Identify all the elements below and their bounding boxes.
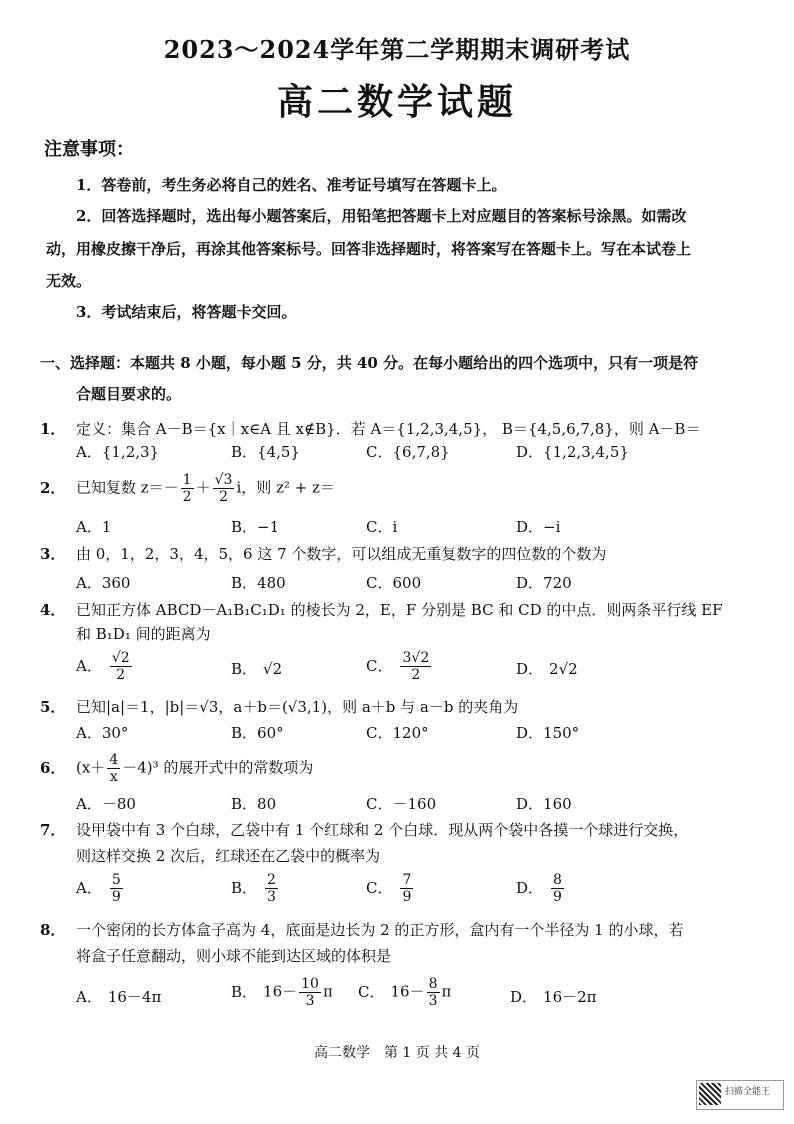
- scanner-watermark: [696, 1080, 784, 1110]
- fraction: [213, 472, 235, 505]
- question-text: 已知|a|＝1，|b|＝√3，a＋b＝(√3,1)，则 a＋b 与 a－b 的夹角为: [76, 698, 519, 716]
- notice-item-2-line2: 动，用橡皮擦干净后，再涂其他答案标号。回答非选择题时，将答案写在答题卡上。写在本试卷上: [46, 240, 692, 258]
- option-a[interactable]: A．－80: [76, 795, 136, 813]
- option-d[interactable]: D．720: [516, 574, 572, 592]
- question-8: [40, 918, 760, 942]
- fraction: [107, 752, 120, 785]
- fraction-num: 2: [267, 872, 276, 888]
- question-number: 5．: [40, 698, 66, 716]
- option-c[interactable]: [366, 872, 415, 905]
- question-text: 已知正方体 ABCD－A₁B₁C₁D₁ 的棱长为 2，E，F 分别是 BC 和 CD 的中点．则两条平行线 EF: [76, 601, 723, 619]
- fraction-den: 9: [553, 889, 562, 905]
- option-b[interactable]: B．{4,5}: [231, 443, 300, 461]
- question-number: 8．: [40, 921, 66, 939]
- option-value: 16－4π: [107, 988, 162, 1006]
- option-letter: D．: [516, 878, 544, 897]
- option-a[interactable]: A．30°: [76, 724, 129, 742]
- option-c[interactable]: C．－160: [366, 795, 437, 813]
- option-a[interactable]: [76, 986, 161, 1007]
- question-number: 6．: [40, 758, 66, 777]
- question-text-pre: 已知复数 z＝－: [76, 478, 179, 497]
- fraction-num: 3√2: [402, 650, 430, 666]
- fraction-num: √3: [214, 472, 233, 488]
- option-b[interactable]: B．80: [231, 795, 277, 813]
- notice-item-1: 1．答卷前，考生务必将自己的姓名、准考证号填写在答题卡上。: [76, 176, 507, 194]
- option-b[interactable]: [231, 872, 280, 905]
- fraction: [400, 872, 413, 905]
- question-number: 7．: [40, 821, 66, 839]
- exam-title-line1: 2023～2024学年第二学期期末调研考试: [163, 35, 631, 64]
- option-letter: C．: [366, 656, 393, 675]
- question-5-options: [76, 722, 756, 746]
- option-letter: C．: [366, 878, 393, 897]
- fraction-num: 10: [301, 976, 319, 992]
- option-b[interactable]: B．−1: [231, 518, 280, 536]
- question-number: 1．: [40, 420, 66, 438]
- question-6-options: [76, 793, 756, 817]
- option-c[interactable]: C．i: [366, 518, 398, 536]
- option-a[interactable]: A．1: [76, 518, 112, 536]
- question-text: 由 0，1，2，3，4，5，6 这 7 个数字，可以组成无重复数字的四位数的个数为: [76, 545, 607, 563]
- option-letter: B．: [231, 660, 258, 678]
- fraction-den: 3: [428, 993, 438, 1009]
- option-letter: C．: [358, 982, 385, 1001]
- option-value: 16－: [263, 982, 298, 1001]
- qr-code-icon: [699, 1083, 721, 1105]
- question-7: [40, 818, 760, 842]
- option-a[interactable]: [76, 650, 134, 683]
- question-text-pre: (x＋: [76, 758, 106, 777]
- option-letter: B．: [231, 878, 258, 897]
- option-c[interactable]: [358, 976, 451, 1009]
- notice-heading: 注意事项：: [44, 139, 134, 160]
- option-d[interactable]: [516, 872, 566, 905]
- page-footer: 高二数学 第 1 页 共 4 页: [313, 1045, 481, 1061]
- question-8-options: [76, 976, 756, 1016]
- option-c[interactable]: C．{6,7,8}: [366, 443, 450, 461]
- section-heading-line1: 一、选择题：本题共 8 小题，每小题 5 分，共 40 分。在每小题给出的四个选项中，只有一项是符: [40, 354, 699, 372]
- fraction-den: 2: [182, 489, 192, 505]
- fraction: [299, 976, 321, 1009]
- question-5: [40, 695, 760, 719]
- fraction-den: 9: [402, 889, 412, 905]
- fraction-num: 5: [111, 872, 121, 888]
- fraction: [400, 650, 431, 683]
- option-a[interactable]: A．360: [76, 574, 131, 592]
- option-c[interactable]: [366, 650, 433, 683]
- option-value: 16－2π: [543, 988, 597, 1006]
- fraction: [551, 872, 564, 905]
- question-1-options: [76, 441, 756, 465]
- option-letter: D．: [516, 660, 544, 678]
- fraction-den: 9: [111, 889, 121, 905]
- option-value: 16－: [390, 982, 425, 1001]
- question-number: 3．: [40, 545, 66, 563]
- option-b[interactable]: [231, 976, 333, 1009]
- question-2: 2． 已知复数 z＝－ $\frac{1}{2}$ ＋ $\frac{√3}{2}$ i，则 z² + z＝: [40, 472, 335, 505]
- option-letter: D．: [510, 988, 538, 1006]
- option-suffix: π: [441, 982, 452, 1001]
- question-text: 定义：集合 A－B＝{x｜x∈A 且 x∉B}．若 A＝{1,2,3,4,5}， B＝{4,5,6,7,8}，则 A－B＝: [76, 420, 701, 438]
- question-6: [40, 752, 760, 785]
- question-4-line2: 和 B₁D₁ 间的距离为: [76, 625, 211, 643]
- fraction-num: √2: [111, 650, 130, 666]
- fraction-num: 7: [402, 872, 412, 888]
- fraction-num: 8: [553, 872, 562, 888]
- exam-title-subject: 高二数学试题: [276, 81, 517, 123]
- fraction: [110, 650, 132, 683]
- notice-item-2-line1: 2．回答选择题时，选出每小题答案后，用铅笔把答题卡上对应题目的答案标号涂黑。如需改: [76, 207, 687, 225]
- option-d[interactable]: D．{1,2,3,4,5}: [516, 443, 629, 461]
- option-letter: A．: [76, 988, 102, 1006]
- option-b[interactable]: B．480: [231, 574, 286, 592]
- question-text: 一个密闭的长方体盒子高为 4，底面是边长为 2 的正方形，盒内有一个半径为 1 的小球，若: [76, 921, 684, 939]
- fraction-den: 2: [219, 489, 228, 505]
- question-4-options: [76, 648, 756, 688]
- fraction: [110, 872, 123, 905]
- fraction-den: 2: [411, 667, 421, 683]
- question-number: 4．: [40, 601, 66, 619]
- option-a[interactable]: A．{1,2,3}: [76, 443, 160, 461]
- question-8-line2: 将盒子任意翻动，则小球不能到达区域的体积是: [76, 947, 392, 965]
- notice-item-2-line3: 无效。: [46, 272, 92, 290]
- question-text: 设甲袋中有 3 个白球，乙袋中有 1 个红球和 2 个白球．现从两个袋中各摸一个球进行交换，: [76, 821, 689, 839]
- option-letter: A．: [76, 656, 102, 675]
- notice-item-3: 3．考试结束后，将答题卡交回。: [76, 303, 297, 321]
- fraction-den: 2: [116, 667, 126, 683]
- option-value: √2: [263, 660, 283, 678]
- question-4: [40, 598, 760, 622]
- fraction-den: 3: [305, 993, 315, 1009]
- option-letter: A．: [76, 878, 102, 897]
- fraction: [427, 976, 440, 1009]
- option-c[interactable]: C．600: [366, 574, 422, 592]
- option-b[interactable]: B．60°: [231, 724, 284, 742]
- option-a[interactable]: [76, 872, 125, 905]
- question-3-options: [76, 572, 756, 596]
- section-heading-line2: 合题目要求的。: [76, 385, 182, 403]
- option-c[interactable]: C．120°: [366, 724, 429, 742]
- question-3: [40, 542, 760, 566]
- question-1: [40, 417, 760, 441]
- option-suffix: π: [322, 982, 333, 1001]
- option-d[interactable]: [510, 986, 597, 1007]
- question-7-options: [76, 872, 756, 912]
- fraction: [265, 872, 278, 905]
- fraction-den: 3: [267, 889, 276, 905]
- option-d[interactable]: D．−i: [516, 518, 561, 536]
- option-d[interactable]: D．150°: [516, 724, 580, 742]
- option-d[interactable]: D．160: [516, 795, 572, 813]
- question-number: 2．: [40, 478, 66, 497]
- question-text-post: －4)³ 的展开式中的常数项为: [122, 758, 314, 777]
- option-d[interactable]: [516, 658, 578, 679]
- question-2-options: [76, 516, 756, 540]
- fraction-num: 4: [109, 752, 119, 768]
- fraction-num: 8: [428, 976, 438, 992]
- option-letter: B．: [231, 982, 258, 1001]
- watermark-text: 扫描全能王: [725, 1087, 771, 1097]
- fraction: [181, 472, 194, 505]
- option-value: 2√2: [549, 660, 578, 678]
- question-7-line2: 则这样交换 2 次后，红球还在乙袋中的概率为: [76, 847, 381, 865]
- fraction-den: x: [109, 769, 118, 785]
- question-text-post: i，则 z² + z＝: [236, 478, 335, 497]
- option-b[interactable]: [231, 658, 282, 679]
- fraction-num: 1: [182, 472, 192, 488]
